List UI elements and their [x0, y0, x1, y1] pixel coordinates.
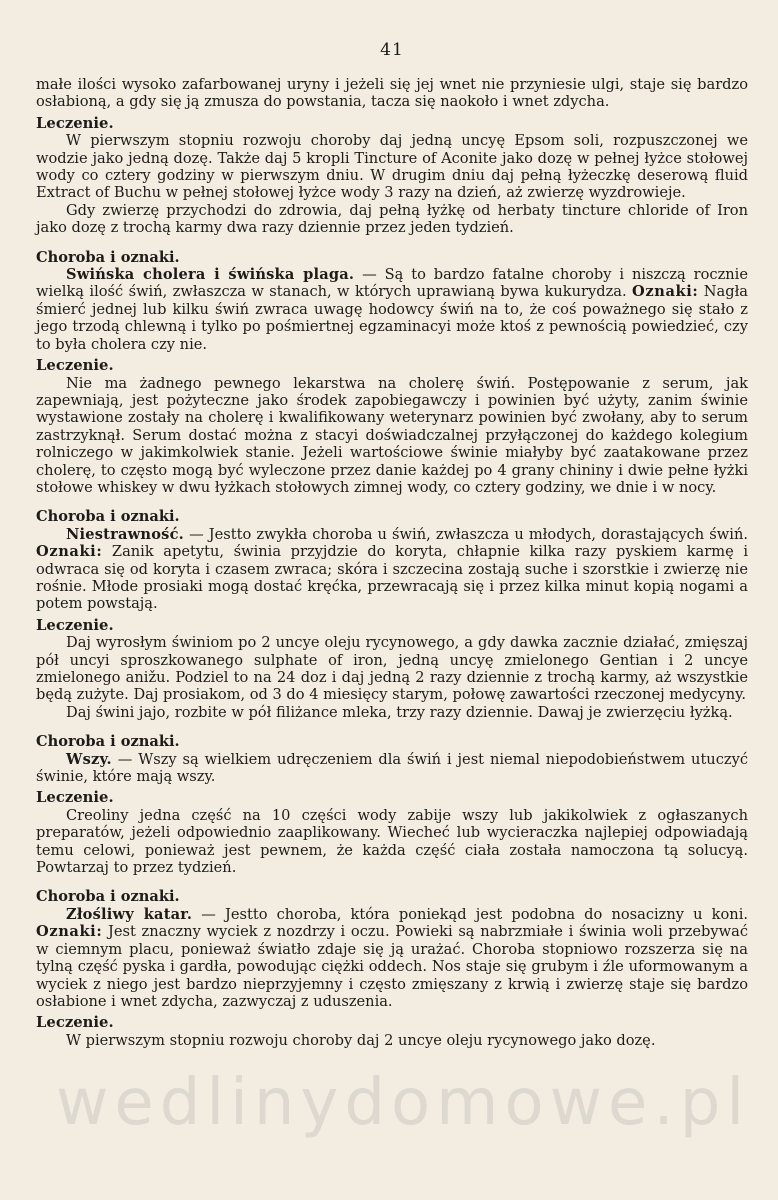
treatment-heading-1: Leczenie. [36, 114, 114, 132]
symptoms-label-catarrh: Oznaki: [36, 923, 103, 941]
page-content [36, 76, 748, 1049]
treatment-paragraph-1b: Gdy zwierzę przychodzi do zdrowia, daj pełną łyżkę od herbaty tincture chloride of Iron jako dozę z trochą karmy dwa razy dziennie przez jeden tydzień. [36, 201, 748, 237]
symptoms-label-cholera: Oznaki: [632, 283, 699, 301]
disease-name-indigestion: Niestrawność. [66, 525, 184, 543]
treatment-heading-cholera: Leczenie. [36, 357, 114, 375]
treatment-paragraph-catarrh: W pierwszym stopniu rozwoju choroby daj 2 uncye oleju rycynowego jako dozę. [66, 1031, 656, 1049]
description-catarrh-text: — Jestto choroba, która poniekąd jest podobna do nosacizny u koni. [192, 905, 748, 923]
symptoms-indigestion-text: Zanik apetytu, świnia przyjdzie do koryta, chłapnie kilka razy pyskiem karmę i odwraca się od koryta i czasem zwraca; skóra i szczecina zostają suche i szorstkie i zwierzę nie rośnie. Młode prosiaki mogą dostać kręćka, przewracają się i przez kilka minut kopią nogami a potem powstają. [36, 543, 748, 613]
description-indigestion [36, 526, 748, 613]
symptoms-catarrh-text: Jest znaczny wyciek z nozdrzy i oczu. Powieki są nabrzmiałe i świnia woli przebywać w ciemnym placu, ponieważ światło zdaje się ją urażać. Choroba stopniowo rozszerza się na tylną część pyska i gardła, powodując ciężki oddech. Nos staje się grubym i źle uformowanym a wyciek z niego jest bardzo nieprzyjemny i często zmięszany z krwią i zwierzę staje się bardzo osłabione i wnet zdycha, zazwyczaj z uduszenia. [36, 923, 748, 1010]
disease-name-catarrh: Złośliwy katar. [66, 905, 193, 923]
symptoms-label-indigestion: Oznaki: [36, 543, 103, 561]
disease-name-cholera: Swińska cholera i świńska plaga. [66, 266, 355, 284]
section-heading-lice: Choroba i oznaki. [36, 733, 180, 751]
disease-name-lice: Wszy. [66, 750, 112, 768]
description-catarrh [36, 906, 748, 1010]
treatment-paragraph-cholera: Nie ma żadnego pewnego lekarstwa na cholerę świń. Postępowanie z serum, jak zapewniają, jest pożyteczne jako środek zapobiegawczy i powinien być użyty, zanim świnie wystawione zostały na cholerę i kwalifikowany weterynarz powinien być zwołany, aby to serum zastrzyknął. Serum dostać można z stacyi doświadczalnej przyłączonej do każdego kolegium rolniczego w jakimkolwiek stanie. Jeżeli wartościowe świnie miałyby być zaatakowane przez cholerę, to często mogą być wyleczone przez danie każdej po 4 grany chininy i dwie pełne łyżki stołowe whiskey w dwu łyżkach stołowych zimnej wody, co cztery godziny, we dnie i w nocy. [36, 374, 748, 496]
document-page [36, 40, 748, 1166]
treatment-heading-indigestion: Leczenie. [36, 616, 114, 634]
page-number: 41 [380, 40, 404, 60]
description-indigestion-text: — Jestto zwykła choroba u świń, zwłaszcza u młodych, dorastających świń. [183, 525, 748, 543]
treatment-heading-lice: Leczenie. [36, 789, 114, 807]
description-cholera-text: — Są to bardzo fatalne choroby i niszczą rocznie wielką ilość świń, zwłaszcza w stanach, w których uprawianą bywa kukurydza. [36, 266, 748, 301]
treatment-heading-catarrh: Leczenie. [36, 1014, 114, 1032]
symptoms-cholera-text: Nagła śmierć jednej lub kilku świń zwraca uwagę hodowcy świń na to, że coś poważnego się stało z jego trzodą chlewną i tylko po pośmiertnej egzaminacyi może ktoś z pewnością powiedzieć, czy to była cholera czy nie. [36, 283, 748, 353]
treatment-paragraph-lice: Creoliny jedna część na 10 części wody zabije wszy lub jakikolwiek z ogłaszanych preparatów, jeżeli odpowiednio zaaplikowany. Wiecheć lub wycieraczka najlepiej odpowiadają temu celowi, ponieważ jest pewnem, że każda część ciała została namoczona tą solucyą. Powtarzaj to przez tydzień. [36, 806, 748, 877]
watermark: wedlinydomowe.pl [56, 1066, 751, 1140]
section-heading-indigestion: Choroba i oznaki. [36, 508, 180, 526]
treatment-paragraph-1a: W pierwszym stopniu rozwoju choroby daj jedną uncyę Epsom soli, rozpuszczonej we wodzie jako jedną dozę. Także daj 5 kropli Tincture of Aconite jako dozę w pełnej łyżce stołowej wody co cztery godziny w pierwszym dniu. W drugim dniu daj pełną łyżeczkę deserową fluid Extract of Buchu w pełnej stołowej łyżce wody 3 razy na dzień, aż zwierzę wyzdrowieje. [36, 132, 748, 202]
description-lice [36, 751, 748, 786]
description-cholera [36, 266, 748, 353]
treatment-paragraph-indigestion-b: Daj świni jajo, rozbite w pół filiżance mleka, trzy razy dziennie. Dawaj je zwierzęciu łyżką. [66, 703, 733, 721]
description-lice-text: — Wszy są wielkiem udręczeniem dla świń i jest niemal niepodobieństwem utuczyć świnie, które mają wszy. [36, 750, 748, 786]
section-heading-catarrh: Choroba i oznaki. [36, 888, 180, 906]
section-heading-cholera: Choroba i oznaki. [36, 248, 180, 266]
treatment-paragraph-indigestion-a: Daj wyrosłym świniom po 2 uncye oleju rycynowego, a gdy dawka zacznie działać, zmięszaj pół uncyi sproszkowanego sulphate of iron, jedną uncyę zmielonego Gentian i 2 uncye zmielonego anižu. Podziel to na 24 doz i daj jedną 2 razy dziennie z trochą karmy, aż wszystkie będą zużyte. Daj prosiakom, od 3 do 4 miesięcy starym, połowę zawartości rzeczonej medycyny. [36, 634, 748, 704]
opening-paragraph: małe ilości wysoko zafarbowanej uryny i jeżeli się jej wnet nie przyniesie ulgi, staje się bardzo osłabioną, a gdy się ją zmusza do powstania, tacza się naokoło i wnet zdycha. [36, 76, 748, 111]
